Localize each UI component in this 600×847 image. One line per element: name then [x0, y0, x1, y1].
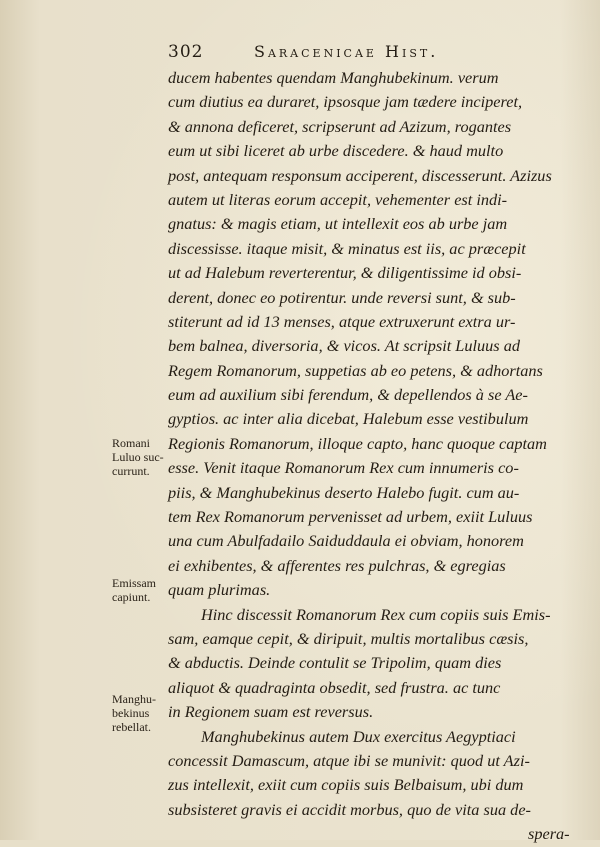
text-line: Regem Romanorum, suppetias ab eo petens, & adhortans [168, 360, 543, 380]
text-line: in Regionem suam est reversus. [168, 702, 374, 722]
main-text [168, 66, 580, 847]
text-line: concessit Damascum, atque ibi se munivit: quod ut Azi- [168, 750, 530, 770]
text-line: autem ut literas eorum accepit, vehementer est indi- [168, 189, 508, 209]
text-line: gnatus: & magis etiam, ut intellexit eos ab urbe jam [168, 214, 508, 234]
text-line: post, antequam responsum acciperent, discesserunt. Azizus [168, 165, 552, 185]
text-line: & abductis. Deinde contulit se Tripolim, quam dies [168, 653, 502, 673]
text-line: Regionis Romanorum, illoque capto, hanc quoque captam [168, 433, 547, 453]
text-line: aliquot & quadraginta obsedit, sed frustra. ac tunc [168, 677, 501, 697]
text-line: zus intellexit, exiit cum copiis suis Belbaisum, ubi dum [168, 775, 524, 795]
catchword: spera- [528, 824, 570, 844]
page-number: 302 [168, 42, 204, 62]
text-line: esse. Venit itaque Romanorum Rex cum innumeris co- [168, 458, 519, 478]
margin-note [112, 692, 172, 734]
margin-note-line: capiunt. [112, 590, 151, 604]
text-line: bem balnea, diversoria, & vicos. At scripsit Luluus ad [168, 336, 520, 356]
text-line: piis, & Manghubekinus deserto Halebo fugit. cum au- [168, 482, 520, 502]
margin-note-line: Luluo suc- [112, 450, 164, 464]
text-line: stiterunt ad id 13 menses, atque extruxerunt extra ur- [168, 311, 516, 331]
text-line: ut ad Halebum reverterentur, & diligentissime id obsi- [168, 263, 522, 283]
text-line: sam, eamque cepit, & diripuit, multis mortalibus cæsis, [168, 628, 529, 648]
margin-note-line: currunt. [112, 464, 150, 478]
text-line: & annona deficeret, scripserunt ad Azizum, rogantes [168, 116, 512, 136]
margin-note-line: Romani [112, 436, 150, 450]
margin-note-line: Emissam [112, 576, 156, 590]
margin-note-line: bekinus [112, 706, 150, 720]
text-line: una cum Abulfadailo Saiduddaula ei obviam, honorem [168, 531, 524, 551]
text-line: tem Rex Romanorum pervenisset ad urbem, exiit Luluus [168, 507, 533, 527]
text-line: gyptios. ac inter alia dicebat, Halebum esse vestibulum [168, 409, 529, 429]
text-line: eum ad auxilium sibi ferendum, & depellendos à se Ae- [168, 385, 528, 405]
margin-note-line: rebellat. [112, 720, 151, 734]
margin-note [112, 436, 172, 478]
text-line: ei exhibentes, & afferentes res pulchras, & egregias [168, 555, 506, 575]
text-line: derent, donec eo potirentur. unde reversi sunt, & sub- [168, 287, 516, 307]
page-header [168, 42, 568, 66]
text-line: quam plurimas. [168, 580, 271, 600]
text-line: ducem habentes quendam Manghubekinum. verum [168, 68, 499, 87]
running-title: Saracenicae Hist. [254, 42, 439, 61]
text-line: subsisteret gravis ei accidit morbus, quo de vita sua de- [168, 799, 531, 819]
text-line: Hinc discessit Romanorum Rex cum copiis suis Emis- [201, 604, 551, 624]
text-line: eum ut sibi liceret ab urbe discedere. & haud multo [168, 141, 504, 161]
text-line: discessisse. itaque misit, & minatus est iis, ac præcepit [168, 238, 526, 258]
text-line: cum diutius ea duraret, ipsosque jam tædere inciperet, [168, 92, 523, 112]
text-line: Manghubekinus autem Dux exercitus Aegyptiaci [201, 726, 516, 746]
margin-note [112, 576, 172, 604]
margin-note-line: Manghu- [112, 692, 156, 706]
